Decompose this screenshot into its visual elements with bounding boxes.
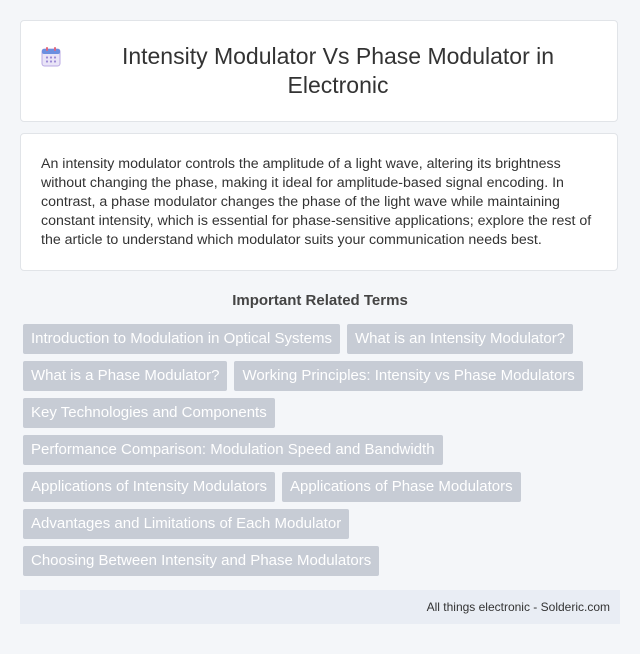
term-tag-intro-modulation[interactable]: Introduction to Modulation in Optical Systems [23, 324, 340, 354]
term-tag-performance-comparison[interactable]: Performance Comparison: Modulation Speed and Bandwidth [23, 435, 443, 465]
title-card [20, 20, 618, 122]
term-tag-applications-phase[interactable]: Applications of Phase Modulators [282, 472, 521, 502]
term-tag-advantages-limitations[interactable]: Advantages and Limitations of Each Modulator [23, 509, 349, 539]
related-terms-heading: Important Related Terms [232, 292, 408, 309]
page-title: Intensity Modulator Vs Phase Modulator in Electronic [121, 43, 555, 98]
term-tag-choosing-between[interactable]: Choosing Between Intensity and Phase Modulators [23, 546, 379, 576]
term-tag-working-principles[interactable]: Working Principles: Intensity vs Phase Modulators [234, 361, 582, 391]
summary-card [20, 133, 618, 271]
summary-text: An intensity modulator controls the amplitude of a light wave, altering its brightness without changing the phase, making it ideal for amplitude-based signal encoding. In contrast, a phase modulator changes the phase of the light wave while maintaining constant intensity, which is essential for phase-sensitive applications; explore the rest of the article to understand which modulator suits your communication needs best. [41, 155, 592, 248]
related-terms-list [23, 324, 623, 576]
footer [20, 590, 620, 624]
term-tag-applications-intensity[interactable]: Applications of Intensity Modulators [23, 472, 275, 502]
title-wrap [39, 42, 599, 100]
term-tag-key-technologies[interactable]: Key Technologies and Components [23, 398, 275, 428]
term-tag-phase-modulator[interactable]: What is a Phase Modulator? [23, 361, 227, 391]
footer-text: All things electronic - Solderic.com [426, 600, 610, 614]
calendar-icon [39, 45, 63, 69]
term-tag-intensity-modulator[interactable]: What is an Intensity Modulator? [347, 324, 573, 354]
